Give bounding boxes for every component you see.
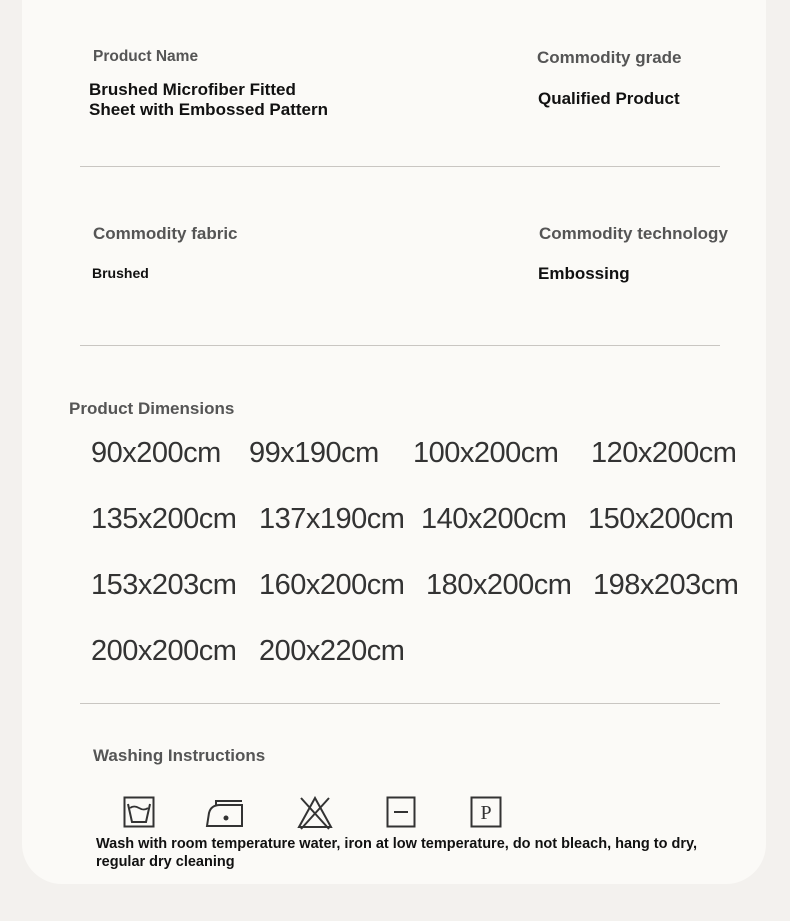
product-name-label: Product Name	[93, 48, 199, 65]
divider	[80, 166, 720, 167]
washing-text-line-2: regular dry cleaning	[96, 854, 235, 870]
size-item: 135x200cm	[91, 503, 237, 535]
commodity-technology-label: Commodity technology	[539, 224, 728, 243]
washing-instructions-label: Washing Instructions	[93, 746, 266, 765]
product-name-value	[89, 80, 328, 120]
size-item: 198x203cm	[593, 569, 739, 601]
size-item: 99x190cm	[249, 437, 379, 469]
size-item: 90x200cm	[91, 437, 221, 469]
commodity-grade-value: Qualified Product	[538, 89, 680, 108]
divider	[80, 345, 720, 346]
dry-clean-letter: P	[480, 802, 492, 824]
product-dimensions-label: Product Dimensions	[69, 399, 235, 418]
size-item: 137x190cm	[259, 503, 405, 535]
commodity-fabric-value: Brushed	[92, 265, 149, 281]
washing-instructions-text	[96, 835, 697, 871]
size-item: 150x200cm	[588, 503, 734, 535]
size-item: 100x200cm	[413, 437, 559, 469]
hang-dry-icon	[386, 796, 416, 828]
size-item: 160x200cm	[259, 569, 405, 601]
size-item: 200x200cm	[91, 635, 237, 667]
no-bleach-icon	[297, 796, 333, 830]
washing-text-line-1: Wash with room temperature water, iron at low temperature, do not bleach, hang to dry,	[96, 836, 698, 852]
product-name-line-1: Brushed Microfiber Fitted	[89, 80, 296, 99]
iron-low-icon	[204, 796, 246, 828]
size-item: 180x200cm	[426, 569, 572, 601]
dry-clean-p-icon	[470, 796, 502, 828]
commodity-fabric-label: Commodity fabric	[93, 224, 238, 243]
size-item: 153x203cm	[91, 569, 237, 601]
commodity-technology-value: Embossing	[538, 264, 630, 283]
size-item: 140x200cm	[421, 503, 567, 535]
size-item: 200x220cm	[259, 635, 405, 667]
divider	[80, 703, 720, 704]
wash-basin-icon	[123, 796, 155, 828]
product-name-line-2: Sheet with Embossed Pattern	[89, 100, 328, 119]
commodity-grade-label: Commodity grade	[537, 48, 682, 67]
size-item: 120x200cm	[591, 437, 737, 469]
